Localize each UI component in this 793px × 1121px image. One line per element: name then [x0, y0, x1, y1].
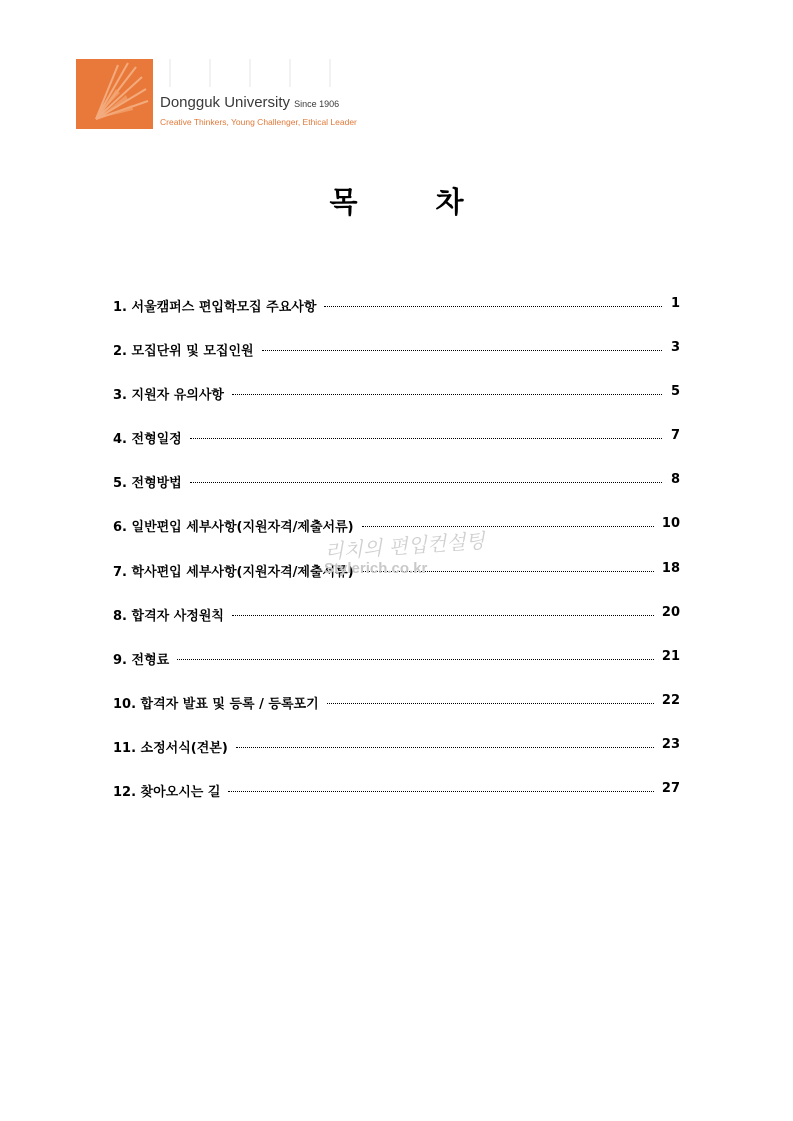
toc-entry-label: 2. 모집단위 및 모집인원 [113, 344, 254, 360]
toc-entry[interactable] [113, 340, 680, 384]
toc-leader-dots [232, 394, 662, 395]
toc-entry-label: 8. 합격자 사정원칙 [113, 608, 224, 624]
toc-entry[interactable] [113, 472, 680, 516]
toc-leader-dots [232, 615, 654, 616]
toc-entry[interactable] [113, 296, 680, 340]
toc-entry-page: 23 [661, 736, 680, 752]
toc-entry-page: 18 [661, 560, 680, 576]
toc-entry-page: 8 [670, 472, 680, 488]
toc-leader-dots [236, 747, 654, 748]
university-slogan: Creative Thinkers, Young Challenger, Ethical Leader [160, 117, 357, 127]
toc-entry[interactable] [113, 428, 680, 472]
toc-entry[interactable] [113, 605, 680, 649]
logo-decoration [160, 59, 360, 89]
toc-entry-label: 9. 전형료 [113, 652, 170, 668]
toc-entry-label: 7. 학사편입 세부사항(지원자격/제출서류) [113, 564, 354, 580]
toc-entry[interactable] [113, 693, 680, 737]
toc-leader-dots [190, 438, 662, 439]
toc-entry-page: 10 [661, 516, 680, 532]
toc-entry-label: 5. 전형방법 [113, 476, 182, 492]
logo-emblem [76, 59, 153, 129]
toc-entry-label: 3. 지원자 유의사항 [113, 388, 224, 404]
watermark-text: 리치의 편입컨설팅 [323, 528, 486, 564]
university-name-text: Dongguk University [160, 94, 291, 111]
toc-leader-dots [228, 791, 653, 792]
toc-entry-page: 20 [661, 604, 680, 620]
watermark-url: Stylerich.co.kr [324, 560, 428, 577]
toc-entry-page: 3 [670, 340, 680, 356]
toc-entry-page: 27 [661, 781, 680, 797]
toc-entry-label: 11. 소정서식(견본) [113, 740, 228, 756]
university-logo [76, 59, 366, 129]
university-name [160, 94, 339, 111]
toc-entry-label: 4. 전형일정 [113, 432, 182, 448]
toc-leader-dots [324, 306, 662, 307]
toc-leader-dots [327, 703, 654, 704]
toc-leader-dots [177, 659, 654, 660]
toc-leader-dots [362, 526, 654, 527]
toc-entry-page: 1 [670, 296, 680, 311]
since-text: Since 1906 [294, 99, 340, 109]
toc-entry-label: 1. 서울캠퍼스 편입학모집 주요사항 [113, 300, 317, 315]
toc-leader-dots [262, 350, 662, 351]
toc-entry-page: 21 [661, 648, 680, 664]
toc-entry[interactable] [113, 781, 680, 825]
toc-entry-label: 10. 합격자 발표 및 등록 / 등록포기 [113, 696, 319, 712]
toc-entry-page: 22 [661, 692, 680, 708]
page-title: 목 차 [329, 185, 498, 219]
toc-entry[interactable] [113, 649, 680, 693]
watermark [324, 530, 484, 590]
toc-entry-label: 6. 일반편입 세부사항(지원자격/제출서류) [113, 520, 354, 536]
toc-entry[interactable] [113, 384, 680, 428]
toc-leader-dots [190, 482, 662, 483]
toc-entry[interactable] [113, 737, 680, 781]
toc-entry-label: 12. 찾아오시는 길 [113, 785, 221, 801]
toc-entry-page: 5 [670, 384, 680, 400]
toc-entry-page: 7 [670, 428, 680, 444]
